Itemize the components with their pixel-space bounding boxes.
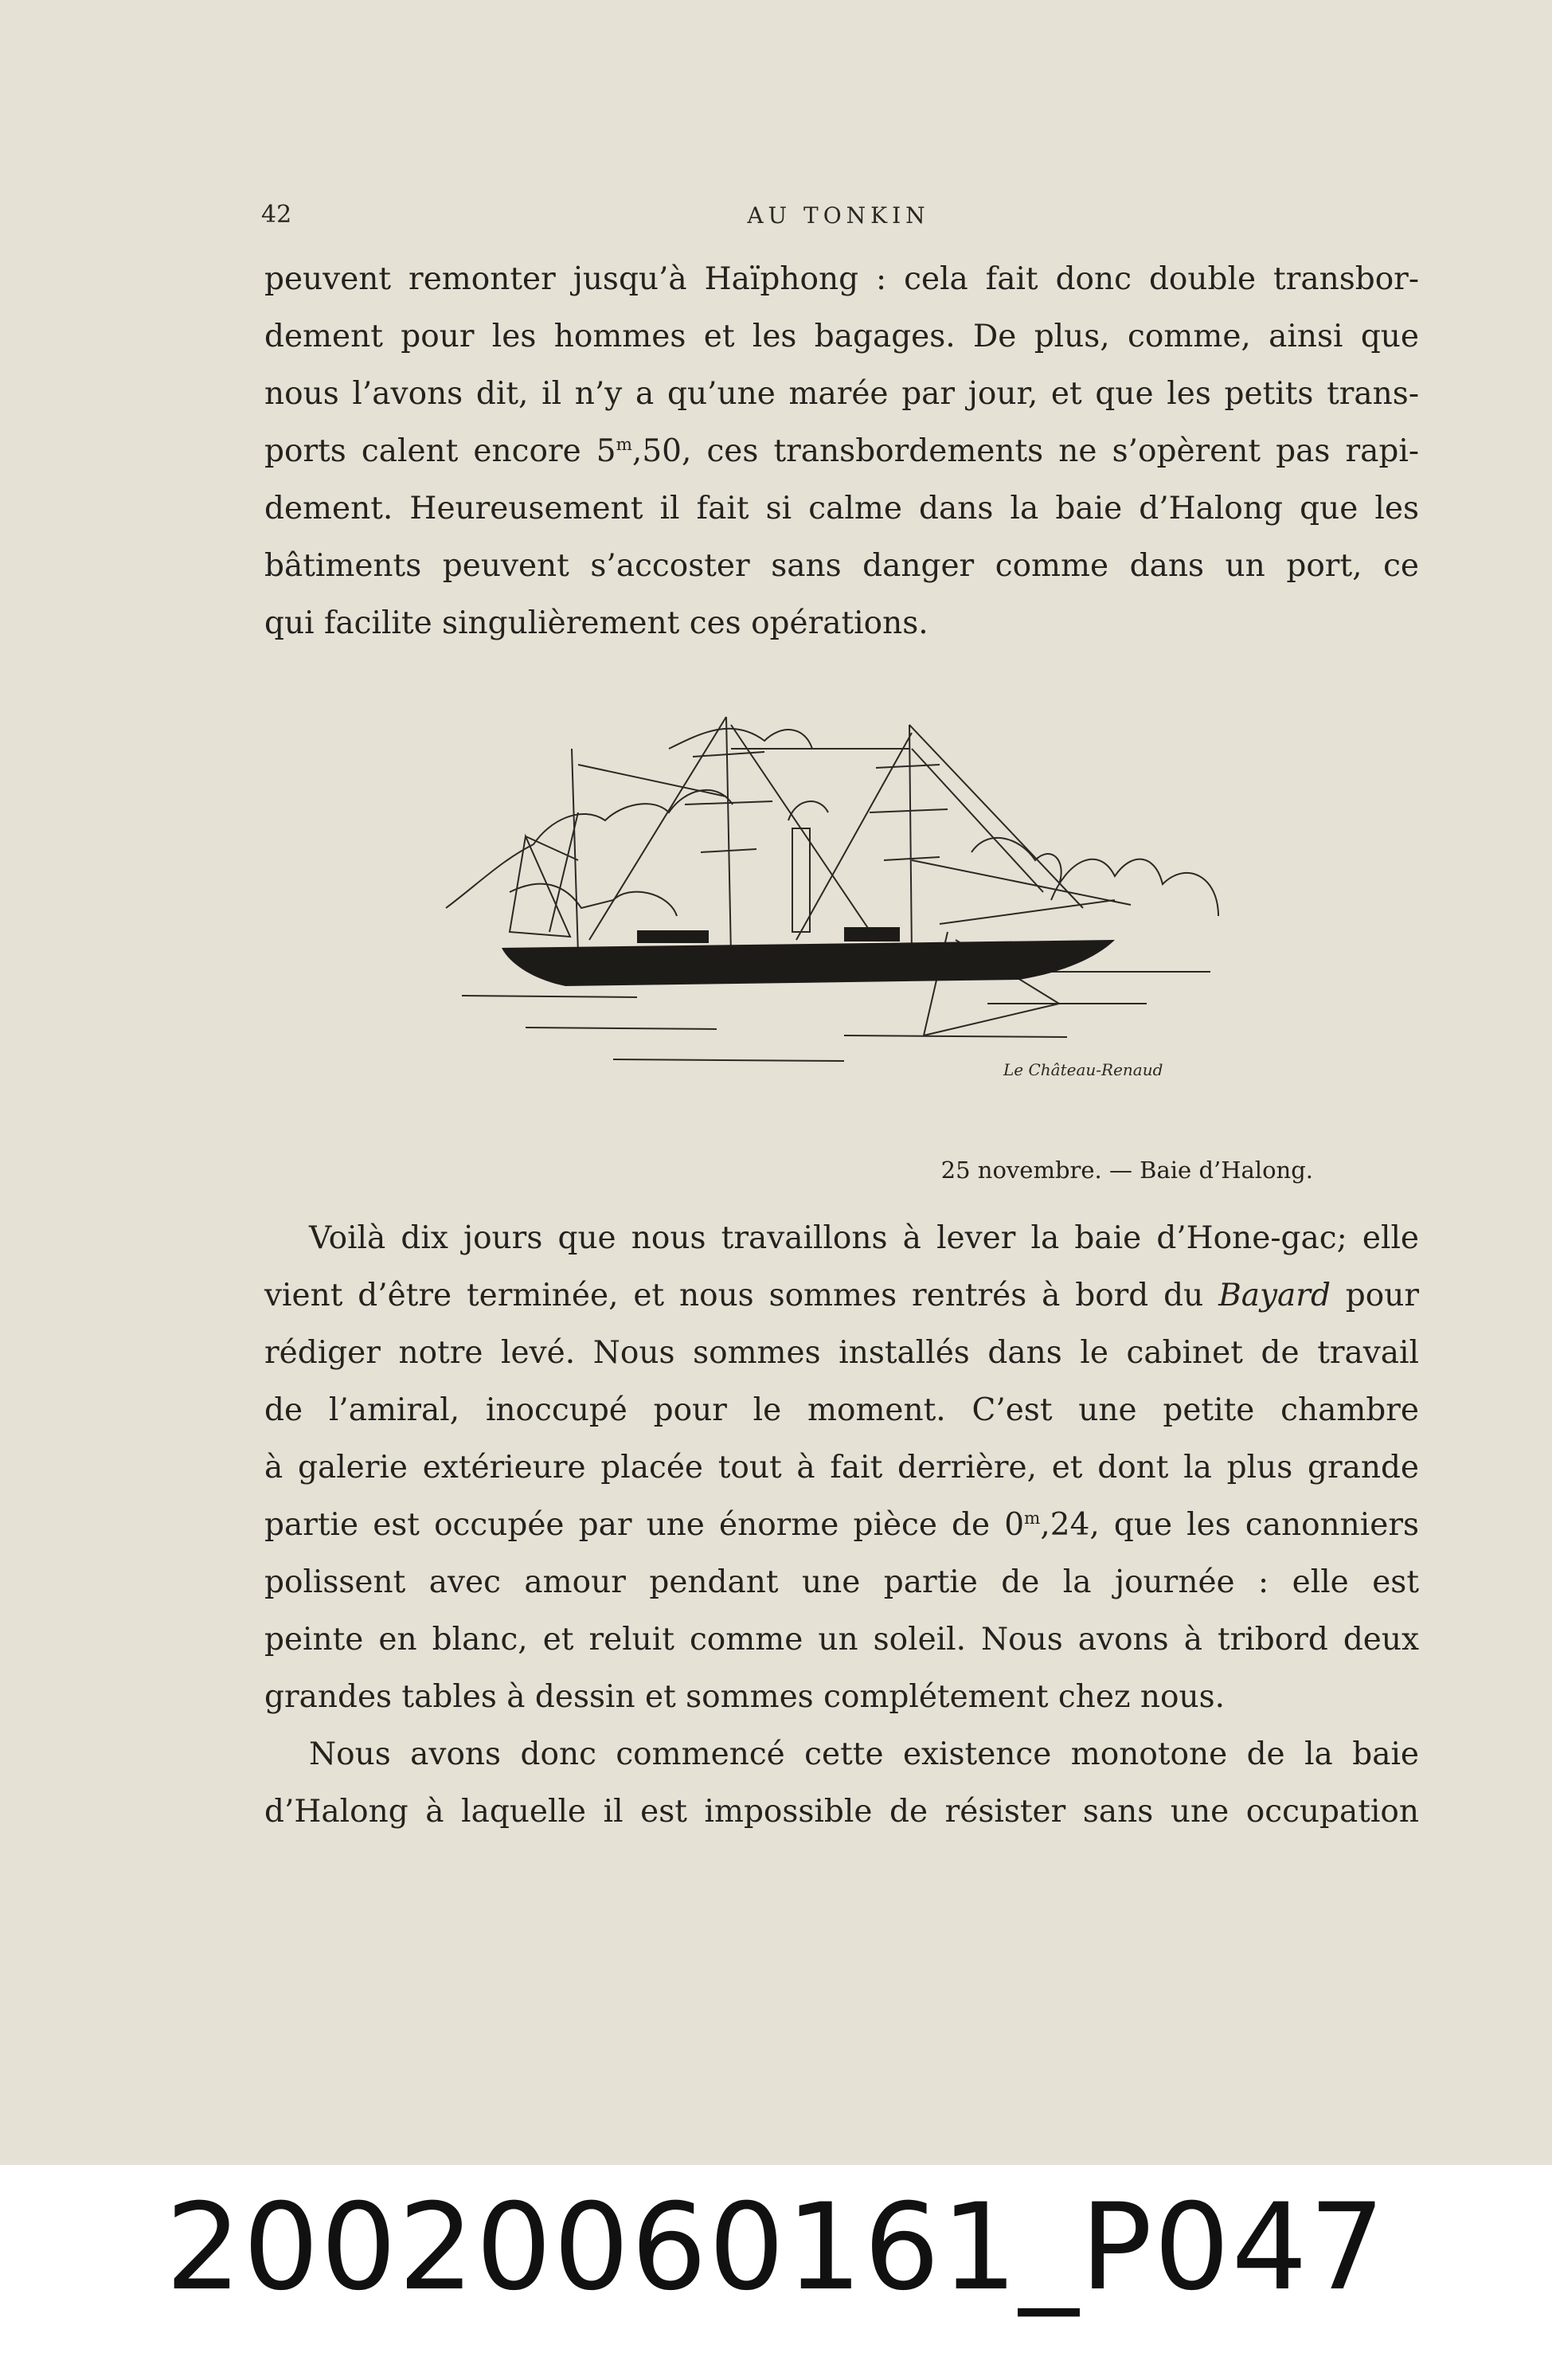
artist-signature: Le Château-Renaud: [1003, 1060, 1163, 1079]
text-line: d’Halong à laquelle il est impossible de résister sans une occupation: [264, 1794, 1419, 1830]
text-line-with-superscript: [264, 1505, 1419, 1547]
text-line: à galerie extérieure placée tout à fait derrière, et dont la plus grande: [264, 1450, 1419, 1486]
text-line: peuvent remonter jusqu’à Haïphong : cela fait donc double transbor-: [264, 261, 1419, 297]
text-line: de l’amiral, inoccupé pour le moment. C’est une petite chambre: [264, 1392, 1419, 1428]
superscript: m: [1024, 1509, 1041, 1529]
text-line-with-italic: [264, 1276, 1419, 1317]
superscript: m: [616, 435, 632, 455]
text-line: Nous avons donc commencé cette existence monotone de la baie: [309, 1736, 1419, 1772]
text-fragment: partie est occupée par une énorme pièce de 0: [264, 1507, 1025, 1543]
text-fragment: ports calent encore 5: [264, 433, 616, 469]
ship-illustration: [430, 701, 1258, 1115]
text-line: Voilà dix jours que nous travaillons à lever la baie d’Hone-gac; elle: [309, 1220, 1419, 1256]
text-line: rédiger notre levé. Nous sommes installés dans le cabinet de travail: [264, 1335, 1419, 1371]
page-number: 42: [261, 201, 292, 229]
archive-id-label: 20020060161_P047: [165, 2178, 1387, 2317]
text-line: qui facilite singulièrement ces opérations.: [264, 605, 928, 641]
text-line: dement pour les hommes et les bagages. De plus, comme, ainsi que: [264, 319, 1419, 354]
running-title: AU TONKIN: [747, 202, 930, 229]
text-line: bâtiments peuvent s’accoster sans danger comme dans un port, ce: [264, 548, 1419, 584]
text-fragment: ,50, ces transbordements ne s’opèrent pas rapi-: [631, 433, 1419, 469]
text-fragment: vient d’être terminée, et nous sommes rentrés à bord du: [264, 1278, 1219, 1313]
text-line: dement. Heureusement il fait si calme dans la baie d’Halong que les: [264, 491, 1419, 526]
text-line: grandes tables à dessin et sommes complétement chez nous.: [264, 1679, 1226, 1715]
page-header: [261, 201, 1416, 233]
text-fragment: pour: [1330, 1278, 1419, 1313]
text-line: polissent avec amour pendant une partie de la journée : elle est: [264, 1564, 1419, 1600]
ship-name: Bayard: [1218, 1278, 1331, 1313]
text-line: peinte en blanc, et reluit comme un soleil. Nous avons à tribord deux: [264, 1622, 1419, 1658]
text-line: nous l’avons dit, il n’y a qu’une marée par jour, et que les petits trans-: [264, 376, 1419, 412]
text-line-with-superscript: [264, 432, 1419, 473]
text-fragment: ,24, que les canonniers: [1040, 1507, 1419, 1543]
illustration-caption: 25 novembre. — Baie d’Halong.: [940, 1157, 1313, 1184]
